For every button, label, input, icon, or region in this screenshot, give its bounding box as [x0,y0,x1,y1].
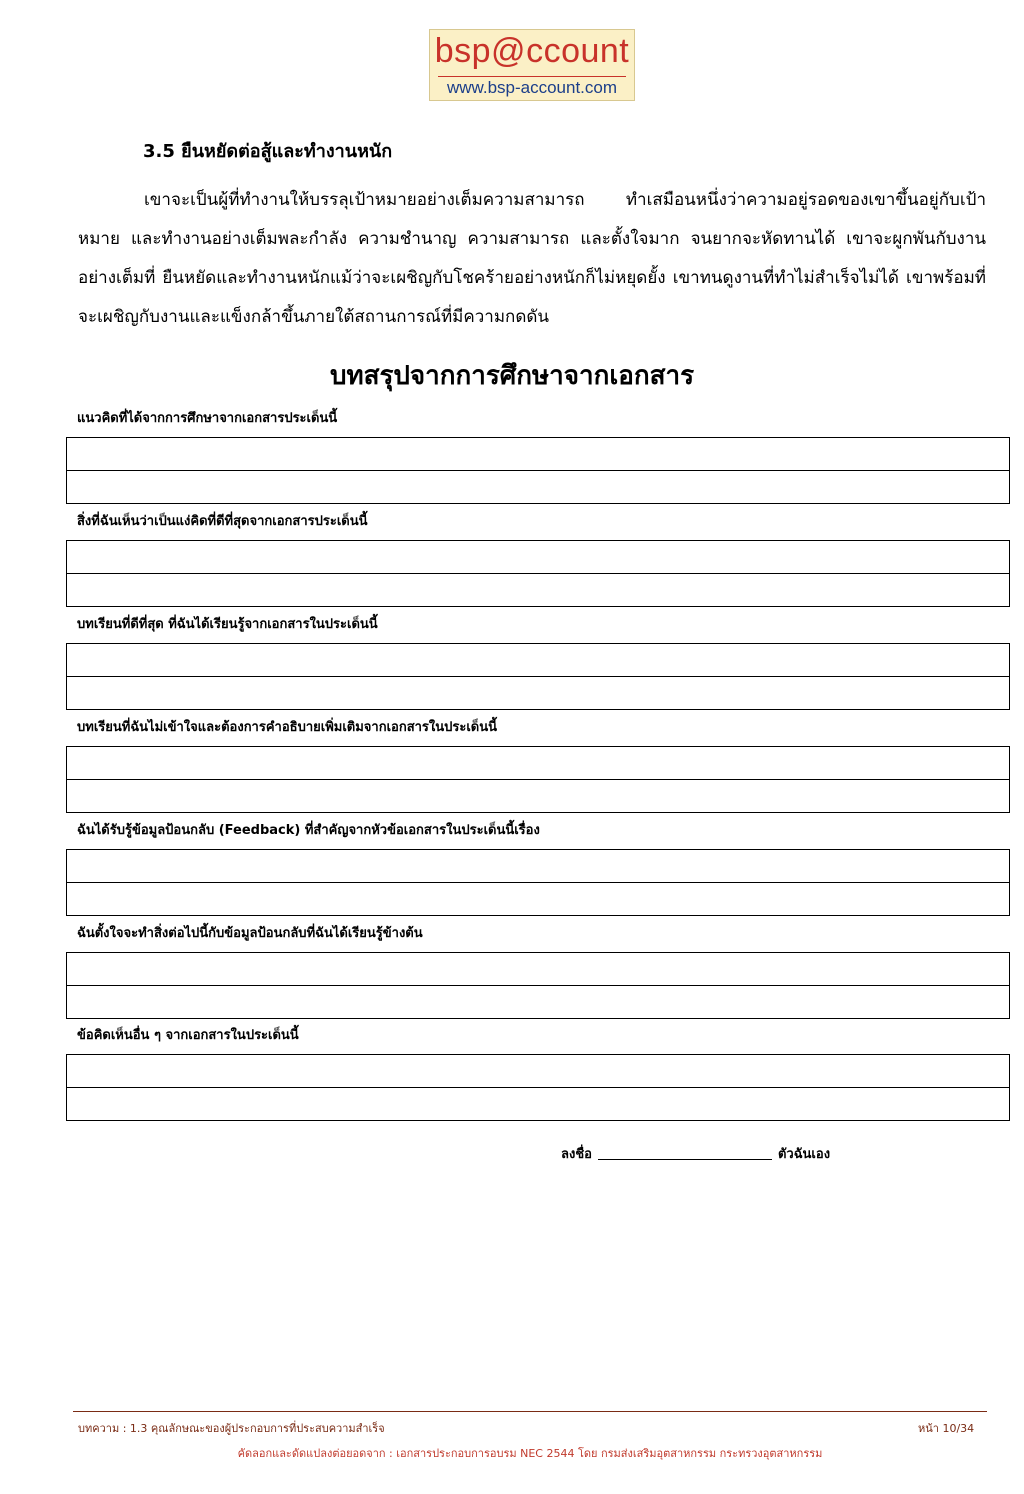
answer-line [67,747,1009,780]
signature-prefix: ลงชื่อ [561,1147,592,1162]
answer-box[interactable] [66,437,1010,504]
summary-block-intentions [66,924,1010,1019]
answer-line [67,644,1009,677]
signature-line [561,1143,830,1164]
answer-box[interactable] [66,952,1010,1019]
prompt-label: ข้อคิดเห็นอื่น ๆ จากเอกสารในประเด็นนี้ [77,1028,299,1043]
answer-line [67,1055,1009,1088]
section-heading: 3.5 ยืนหยัดต่อสู้และทำงานหนัก [143,141,393,162]
answer-line [67,541,1009,574]
logo-divider [438,76,626,77]
summary-block-best-lesson [66,615,1010,710]
summary-block-concepts [66,409,1010,504]
prompt-label: ฉันได้รับรู้ข้อมูลป้อนกลับ (Feedback) ที่สำคัญจากหัวข้อเอกสารในประเด็นนี้เรื่อง [77,823,540,838]
answer-line [67,953,1009,986]
answer-box[interactable] [66,1054,1010,1121]
signature-suffix: ตัวฉันเอง [777,1147,831,1162]
footer-credit: คัดลอกและดัดแปลงต่อยอดจาก : เอกสารประกอบการอบรม NEC 2544 โดย กรมส่งเสริมอุตสาหกรรม กระทรวงอุตสาหกรรม [237,1447,823,1460]
signature-blank[interactable] [598,1159,772,1160]
answer-box[interactable] [66,540,1010,607]
prompt-label: บทเรียนที่ดีที่สุด ที่ฉันได้เรียนรู้จากเอกสารในประเด็นนี้ [77,617,378,632]
prompt-label: บทเรียนที่ฉันไม่เข้าใจและต้องการคำอธิบายเพิ่มเติมจากเอกสารในประเด็นนี้ [77,720,498,735]
footer-page-number: หน้า 10/34 [918,1422,975,1435]
answer-box[interactable] [66,746,1010,813]
section-paragraph: เขาจะเป็นผู้ที่ทำงานให้บรรลุเป้าหมายอย่างเต็มความสามารถ ทำเสมือนหนึ่งว่าความอยู่รอดของเขาขึ้นอยู่กับเป้าหมาย และทำงานอย่างเต็มพละกำลัง ความชำนาญ ความสามารถ และตั้งใจมาก จนยากจะหัดทานได้ เขาจะผูกพันกับงานอย่างเต็มที่ ยืนหยัดและทำงานหนักแม้ว่าจะเผชิญกับโชคร้ายอย่างหนักก็ไม่หยุดยั้ง เขาทนดูงานที่ทำไม่สำเร็จไม่ได้ เขาพร้อมที่จะเผชิญกับงานและแข็งกล้าขึ้นภายใต้สถานการณ์ที่มีความกดดัน [78,190,986,327]
footer-article-title: บทความ : 1.3 คุณลักษณะของผู้ประกอบการที่ประสบความสำเร็จ [78,1422,385,1435]
summary-title: บทสรุปจากการศึกษาจากเอกสาร [329,361,695,391]
answer-box[interactable] [66,849,1010,916]
summary-block-best-insight [66,512,1010,607]
answer-line [67,850,1009,883]
prompt-label: แนวคิดที่ได้จากการศึกษาจากเอกสารประเด็นนี้ [77,411,338,426]
logo-name: bsp@ccount [434,32,630,70]
prompt-label: สิ่งที่ฉันเห็นว่าเป็นแง่คิดที่ดีที่สุดจากเอกสารประเด็นนี้ [77,514,368,529]
footer-divider [73,1411,987,1412]
logo-url: www.bsp-account.com [446,78,618,97]
bsp-account-logo [429,29,635,101]
answer-line [67,438,1009,471]
prompt-label: ฉันตั้งใจจะทำสิ่งต่อไปนี้กับข้อมูลป้อนกลับที่ฉันได้เรียนรู้ข้างต้น [77,926,423,941]
summary-block-unclear-lesson [66,718,1010,813]
summary-block-feedback [66,821,1010,916]
answer-box[interactable] [66,643,1010,710]
summary-block-other-comments [66,1026,1010,1121]
